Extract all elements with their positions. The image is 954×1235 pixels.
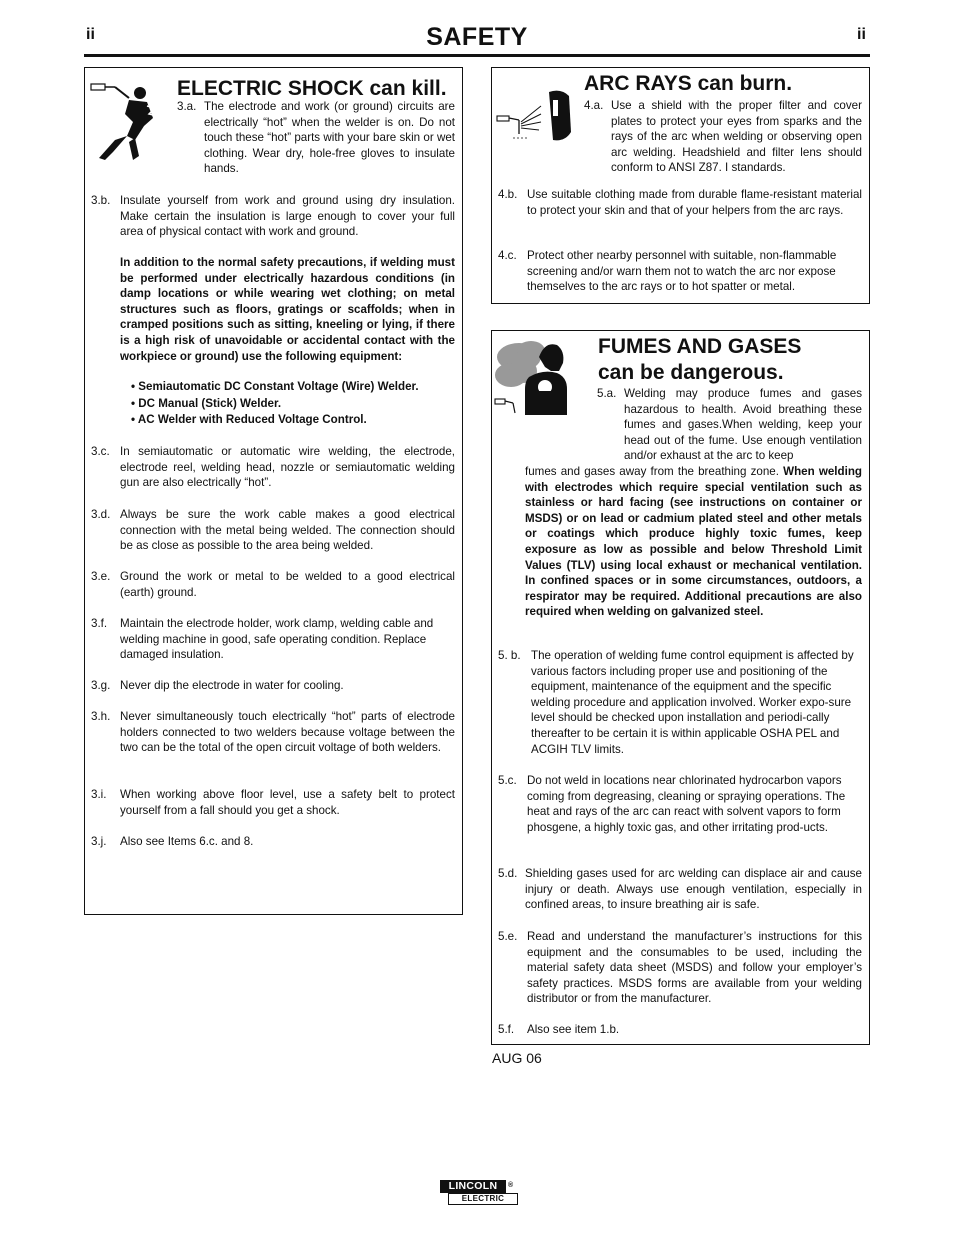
item-3b-warning: In addition to the normal safety precautions, if welding must be performed under electrically hazardous conditions (in damp locations or while wearing wet clothing; on metal structures such as floors, gratings or scaffolds; when in cramped positions such as sitting, kneeling or lying, if there is a high risk of unavoidable or accidental contact with the workpiece or ground) use the following equipment: [120, 256, 455, 363]
item-number: 3.j. [91, 835, 107, 848]
item-number: 3.h. [91, 710, 111, 723]
logo-bottom-text: ELECTRIC [448, 1193, 518, 1205]
item-number: 3.e. [91, 570, 111, 583]
item-text: When working above floor level, use a safety belt to protect yourself from a fall should you get a shock. [120, 788, 455, 817]
item-number: 3.i. [91, 788, 107, 801]
item-text: The operation of welding fume control equipment is affected by various factors including proper use and positioning of the equipment, maintenance of the equipment and the specific welding procedure and application involved. Worker expo-sure level should be checked upon installation and periodi-cally thereafter to be certain it is within applicable OSHA PEL and ACGIH TLV limits. [531, 649, 854, 756]
item-number: 4.b. [498, 188, 518, 201]
item-3a [177, 99, 455, 177]
item-text: Do not weld in locations near chlorinated hydrocarbon vapors coming from degreasing, cleaning or spraying operations. The heat and rays of the arc can react with solvent vapors to form phosgene, a highly toxic gas, and other irritating prod-ucts. [527, 774, 846, 834]
item-text: Never dip the electrode in water for cooling. [120, 679, 344, 692]
electric-shock-section [84, 67, 463, 915]
item-3i [91, 787, 455, 818]
item-warning: When welding with electrodes which require special ventilation such as stainless or hard facing (see instructions on container or MSDS) or on lead or cadmium plated steel and other metals or coatings which produce highly toxic fumes, keep exposure as low as possible and below Threshold Limit Values (TLV) using local exhaust or mechanical ventilation. In confined spaces or in some circumstances, outdoors, a respirator may be required. Additional precautions are also required when welding on galvanized steel. [525, 465, 862, 619]
lincoln-electric-logo [440, 1180, 518, 1206]
item-text: fumes and gases away from the breathing zone. [525, 465, 779, 478]
item-4c [498, 248, 862, 295]
item-text: Shielding gases used for arc welding can displace air and cause injury or death. Always use enough ventilation, especially in confined areas, to insure breathing air is safe. [525, 867, 862, 912]
item-number: 3.a. [177, 100, 197, 113]
item-text: Welding may produce fumes and gases hazardous to health. Avoid breathing these fumes and gases.When welding, keep your head out of the fume. Use enough ventilation and/or exhaust at the arc to keep [624, 387, 862, 463]
item-text: Protect other nearby personnel with suitable, non-flammable screening and/or warn them not to watch the arc nor expose themselves to the arc rays or to hot spatter or metal. [527, 249, 837, 294]
item-3j [91, 834, 455, 850]
page-number-left: ii [86, 26, 95, 43]
welding-helmet-arc-icon [495, 86, 577, 150]
item-4b [498, 187, 862, 218]
item-text: Read and understand the manufacturer’s instructions for this equipment and the consumables to be used, including the material safety data sheet (MSDS) and follow your employer’s safety practices. MSDS forms are available from your welding distributor or from the manufacturer. [527, 930, 862, 1006]
item-text: In semiautomatic or automatic wire welding, the electrode, electrode reel, welding head, nozzle or semiautomatic welding gun are also electrically “hot”. [120, 445, 455, 490]
fumes-title-line2: can be dangerous. [598, 361, 784, 384]
item-text: Also see item 1.b. [527, 1023, 620, 1036]
item-text: Use a shield with the proper filter and cover plates to protect your eyes from sparks and the rays of the arc when welding or observing open arc welding. Headshield and filter lens should conform to ANSI Z87. I standards. [611, 99, 862, 175]
fumes-title-line1: FUMES AND GASES [598, 335, 802, 358]
electric-shock-title: ELECTRIC SHOCK can kill. [177, 77, 447, 100]
item-5d [498, 866, 862, 913]
page-number-right: ii [857, 26, 866, 43]
item-text: Ground the work or metal to be welded to a good electrical (earth) ground. [120, 570, 455, 599]
item-3e [91, 569, 455, 600]
item-number: 5.d. [498, 867, 518, 880]
logo-registered-mark: ® [508, 1182, 514, 1189]
item-text: Maintain the electrode holder, work clamp, welding cable and welding machine in good, safe operating condition. Replace damaged insulation. [120, 617, 434, 662]
item-number: 5.c. [498, 774, 517, 787]
item-text: Use suitable clothing made from durable flame-resistant material to protect your skin and that of your helpers from the arc rays. [527, 188, 862, 217]
item-3b [91, 193, 455, 240]
item-3h [91, 709, 455, 756]
item-5c [498, 773, 862, 835]
item-number: 3.d. [91, 508, 111, 521]
item-3f [91, 616, 455, 663]
item-number: 5.e. [498, 930, 518, 943]
item-4a [584, 98, 862, 176]
item-number: 5.a. [597, 387, 617, 400]
item-text: Never simultaneously touch electrically “hot” parts of electrode holders connected to two welders because voltage between the two can be the total of the open circuit voltage of both welders. [120, 710, 455, 755]
item-number: 3.f. [91, 617, 108, 630]
list-item: • Semiautomatic DC Constant Voltage (Wire) Welder. [131, 380, 419, 393]
list-item: • AC Welder with Reduced Voltage Control. [131, 413, 367, 427]
item-5f [498, 1022, 862, 1038]
list-item: • DC Manual (Stick) Welder. [131, 396, 282, 410]
item-5e [498, 929, 862, 1007]
fumes-person-icon [493, 337, 579, 417]
item-text: The electrode and work (or ground) circuits are electrically “hot” when the welder is on. Do not touch these “hot” parts with your bare skin or wet clothing. Wear dry, hole-free gloves to insulate hands. [204, 100, 455, 176]
item-text: Insulate yourself from work and ground using dry insulation. Make certain the insulation is large enough to cover your full area of physical contact with work and ground. [120, 194, 455, 239]
item-text: Also see Items 6.c. and 8. [120, 835, 254, 848]
item-number: 3.g. [91, 679, 111, 692]
item-number: 5. b. [498, 649, 521, 662]
arc-rays-section [491, 67, 870, 304]
logo-top-text: LINCOLN [440, 1180, 506, 1193]
electric-shock-person-icon [89, 78, 167, 168]
item-3c [91, 444, 455, 491]
item-5a-continued [525, 464, 862, 620]
item-3g [91, 678, 455, 694]
item-number: 4.a. [584, 99, 604, 112]
item-number: 5.f. [498, 1023, 515, 1036]
item-number: 3.c. [91, 445, 110, 458]
arc-rays-title: ARC RAYS can burn. [584, 72, 793, 95]
header-rule [84, 54, 870, 57]
item-5a [597, 386, 862, 464]
item-5b [498, 648, 862, 757]
item-number: 4.c. [498, 249, 517, 262]
fumes-gases-section [491, 330, 870, 1045]
item-3d [91, 507, 455, 554]
item-text: Always be sure the work cable makes a good electrical connection with the metal being welded. The connection should be as close as possible to the area being welded. [120, 508, 455, 553]
item-number: 3.b. [91, 194, 111, 207]
equipment-list [131, 379, 451, 429]
page-title: SAFETY [426, 23, 528, 51]
revision-date: AUG 06 [492, 1050, 542, 1066]
